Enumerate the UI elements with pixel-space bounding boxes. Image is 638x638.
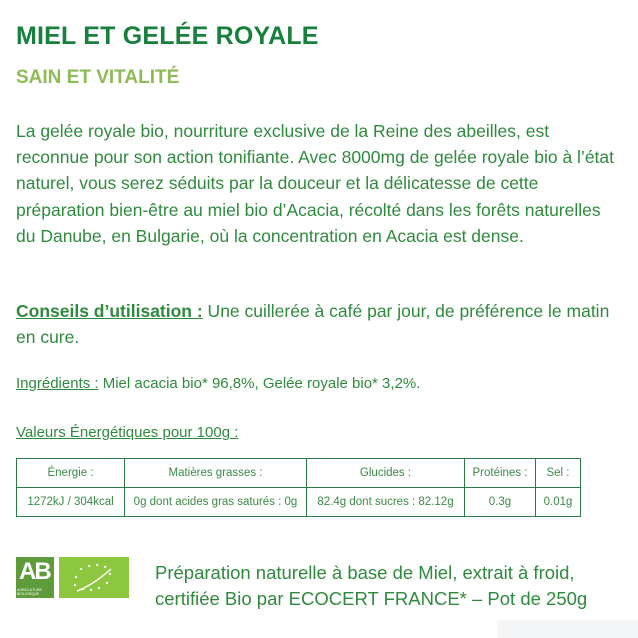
usage-advice-text: Une cuillerée à café par jour, de préférence le matin en cure. xyxy=(16,301,610,348)
usage-advice xyxy=(16,298,616,350)
ab-logo-caption: AGRICULTURE BIOLOGIQUE xyxy=(17,588,42,596)
ab-organic-logo xyxy=(16,557,54,598)
page-subtitle: SAIN ET VITALITÉ xyxy=(16,67,180,88)
table-cell: 0.3g xyxy=(465,488,536,517)
product-description: La gelée royale bio, nourriture exclusive de la Reine des abeilles, est reconnue pour son action tonifiante. Avec 8000mg de gelée royale bio à l’état naturel, vous serez séduits par la douceur et la délicatesse de cette préparation bien-être au miel bio d’Acacia, récolté dans les forêts naturelles du Danube, en Bulgarie, où la concentration en Acacia est dense. xyxy=(16,121,615,246)
table-header: Matières grasses : xyxy=(125,459,307,488)
table-cell: 0.01g xyxy=(536,488,581,517)
table-row xyxy=(17,488,581,517)
nutrition-title: Valeurs Énergétiques pour 100g : xyxy=(16,424,239,441)
page-title: MIEL ET GELÉE ROYALE xyxy=(16,22,319,50)
preparation-note xyxy=(155,560,587,612)
table-header-row xyxy=(17,459,581,488)
usage-advice-label: Conseils d’utilisation : xyxy=(16,301,203,321)
table-cell: 1272kJ / 304kcal xyxy=(17,488,125,517)
table-cell: 82.4g dont sucres : 82.12g xyxy=(307,488,465,517)
ingredients-label: Ingrédients : xyxy=(16,375,99,392)
corner-panel xyxy=(497,620,638,638)
ingredients-text: Miel acacia bio* 96,8%, Gelée royale bio* 3,2%. xyxy=(98,375,421,392)
nutrition-table xyxy=(16,458,581,517)
preparation-line: certifiée Bio par ECOCERT FRANCE* – Pot de 250g xyxy=(155,588,588,609)
ab-logo-letters: AB xyxy=(19,558,50,585)
table-header: Énergie : xyxy=(17,459,125,488)
eu-organic-leaf-logo xyxy=(59,557,129,598)
table-header: Sel : xyxy=(536,459,581,488)
table-cell: 0g dont acides gras saturés : 0g xyxy=(125,488,307,517)
table-header: Glucides : xyxy=(307,459,465,488)
ingredients xyxy=(16,375,420,392)
table-header: Protéines : xyxy=(465,459,536,488)
preparation-line: Préparation naturelle à base de Miel, extrait à froid, xyxy=(155,562,575,583)
